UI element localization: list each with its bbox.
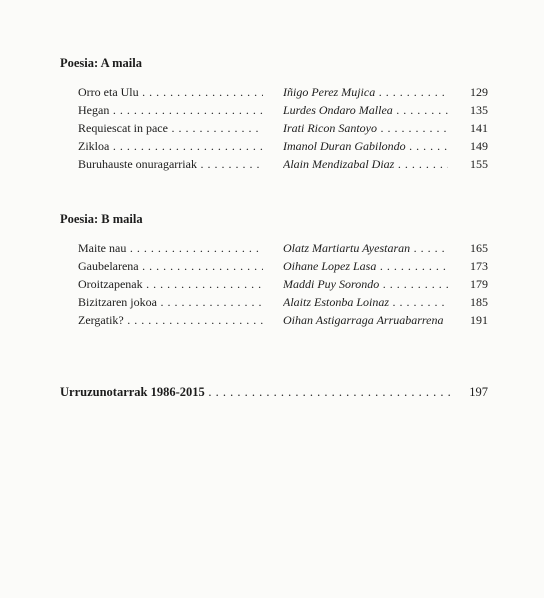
toc-entry [78, 84, 488, 100]
toc-entry-final [60, 384, 488, 400]
entry-author: Olatz Martiartu Ayestaran . . . [283, 240, 448, 256]
toc-entry [78, 102, 488, 118]
toc-entry [78, 276, 488, 292]
entry-author: Oihan Astigarraga Arruabarrena [283, 313, 444, 327]
entry-title: Orro eta Ulu . . . [78, 84, 263, 100]
entry-page: 185 [470, 295, 488, 309]
entry-title: Maite nau . . . [78, 240, 263, 256]
entry-author: Lurdes Ondaro Mallea . . . [283, 102, 448, 118]
entry-title: Zikloa . . . [78, 138, 263, 154]
entry-page: 135 [470, 103, 488, 117]
entry-page: 165 [470, 241, 488, 255]
toc-entry [78, 258, 488, 274]
entry-author: Iñigo Perez Mujica . . . [283, 84, 448, 100]
entry-page: 197 [469, 385, 488, 399]
entry-page: 191 [470, 313, 488, 327]
toc-entry [78, 312, 488, 328]
toc-entry [78, 120, 488, 136]
section-title-a: Poesia: A maila [60, 56, 142, 70]
entry-author: Irati Ricon Santoyo . . . [283, 120, 448, 136]
section-title-b: Poesia: B maila [60, 212, 143, 226]
entry-title: Buruhauste onuragarriak . . . [78, 156, 263, 172]
toc-entry [78, 138, 488, 154]
entry-title: Oroitzapenak . . . [78, 276, 263, 292]
entry-page: 149 [470, 139, 488, 153]
entry-author: Oihane Lopez Lasa . . . [283, 258, 448, 274]
entry-page: 179 [470, 277, 488, 291]
entry-page: 129 [470, 85, 488, 99]
entry-title: Gaubelarena . . . [78, 258, 263, 274]
toc-entry [78, 240, 488, 256]
entry-title: Hegan . . . [78, 102, 263, 118]
entry-author: Imanol Duran Gabilondo . . . [283, 138, 448, 154]
entry-title: Requiescat in pace . . . [78, 120, 263, 136]
entry-author: Maddi Puy Sorondo . . . [283, 276, 448, 292]
toc-entry [78, 294, 488, 310]
toc-entry [78, 156, 488, 172]
entry-title: Bizitzaren jokoa . . . [78, 294, 263, 310]
entry-page: 141 [470, 121, 488, 135]
entry-page: 173 [470, 259, 488, 273]
entry-author: Alain Mendizabal Diaz . . . [283, 156, 448, 172]
entry-title: Urruzunotarrak 1986-2015 . . . [60, 384, 455, 400]
entry-page: 155 [470, 157, 488, 171]
entry-title: Zergatik? . . . [78, 312, 263, 328]
entry-author: Alaitz Estonba Loinaz . . . [283, 294, 448, 310]
